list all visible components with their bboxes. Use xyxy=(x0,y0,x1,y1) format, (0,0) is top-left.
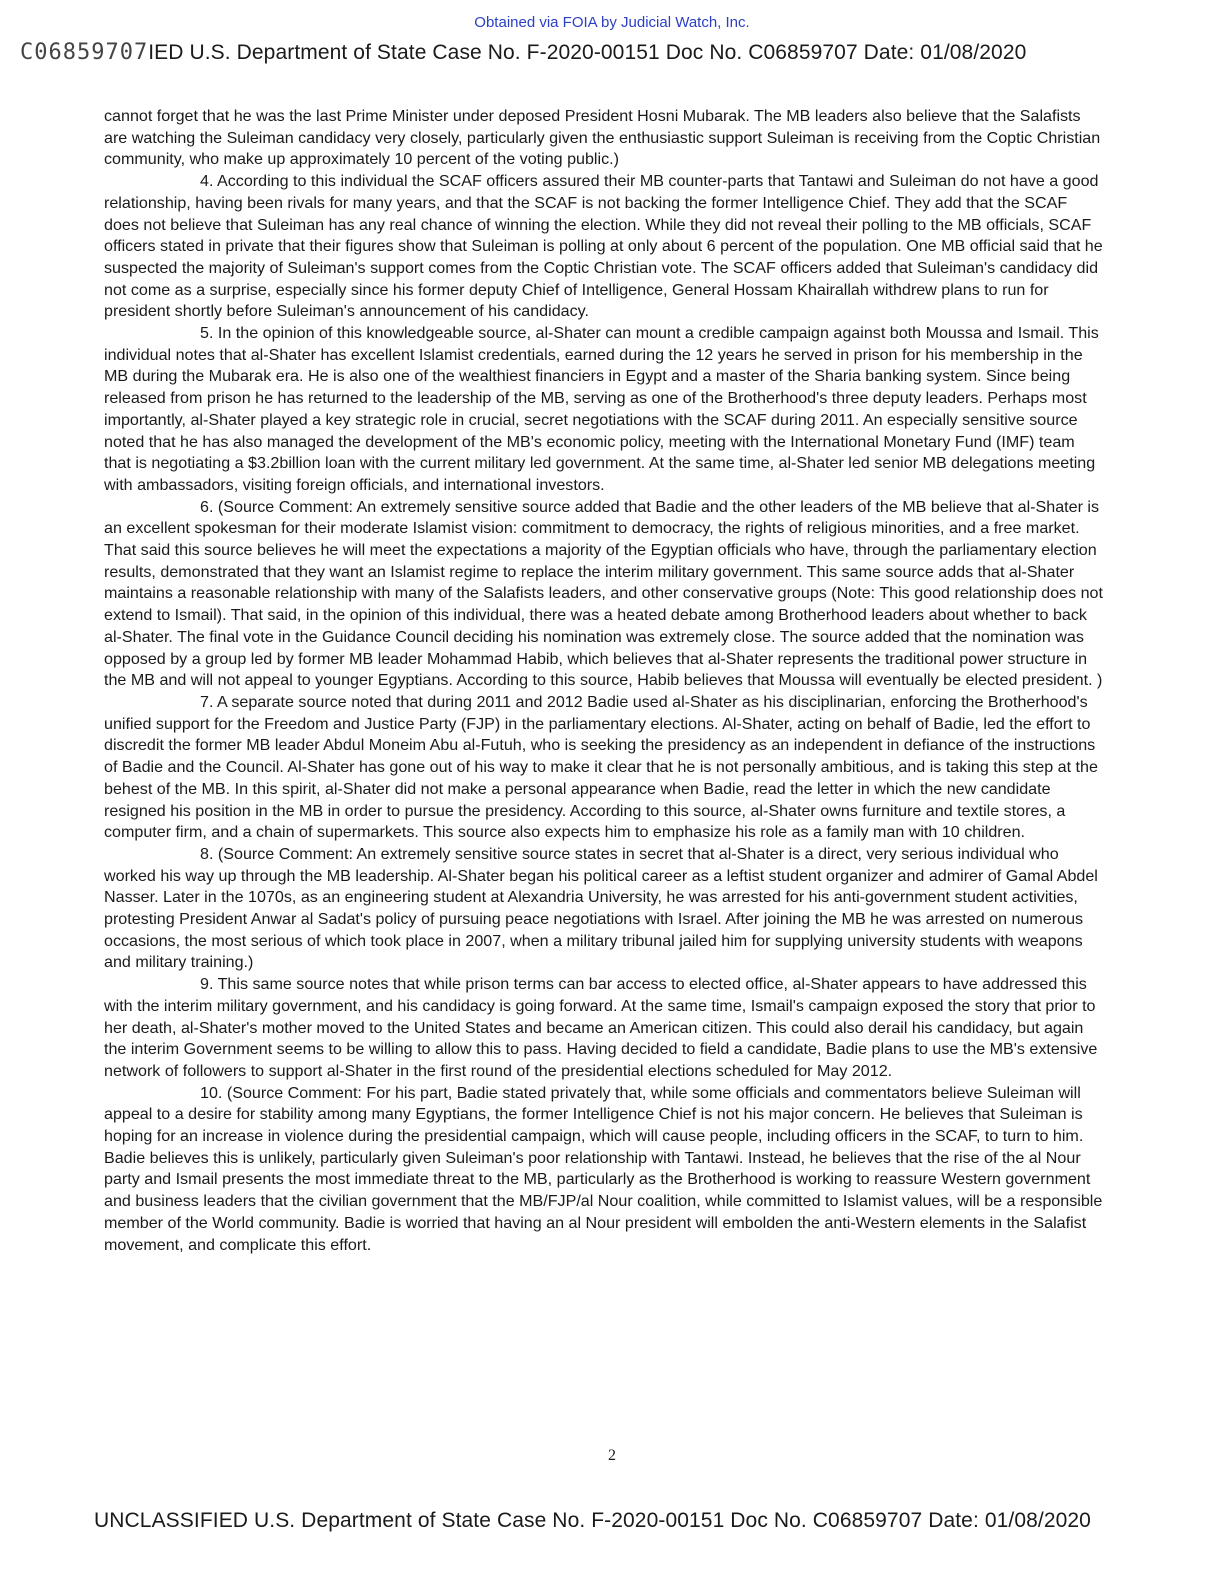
paragraph-7: 7. A separate source noted that during 2011 and 2012 Badie used al-Shater as his disciplinarian, enforcing the Brotherhood's unified support for the Freedom and Justice Party (FJP) in the parliamentary elections. Al-Shater, acting on behalf of Badie, led the effort to discredit the former MB leader Abdul Moneim Abu al-Futuh, who is seeking the presidency as an independent in defiance of the instructions of Badie and the Council. Al-Shater has gone out of his way to make it clear that he is not personally ambitious, and is taking this step at the behest of the MB. In this spirit, al-Shater did not make a personal appearance when Badie, read the letter in which the new candidate resigned his position in the MB in order to pursue the presidency. According to this source, al-Shater owns furniture and textile stores, a computer firm, and a chain of supermarkets. This source also expects him to emphasize his role as a family man with 10 children. xyxy=(104,692,1098,842)
paragraph-10: 10. (Source Comment: For his part, Badie stated privately that, while some officials and commentators believe Suleiman will appeal to a desire for stability among many Egyptians, the former Intelligence Chief is not his major concern. He believes that Suleiman is hoping for an increase in violence during the presidential campaign, which will cause people, including officers in the SCAF, to turn to him. Badie believes this is unlikely, particularly given Suleiman's poor relationship with Tantawi. Instead, he believes that the rise of the al Nour party and Ismail presents the most immediate threat to the MB, particularly as the Brotherhood is working to reassure Western government and business leaders that the civilian government that the MB/FJP/al Nour coalition, while committed to Islamist values, will be a responsible member of the World community. Badie is worried that having an al Nour president will embolden the anti-Western elements in the Salafist movement, and complicate this effort. xyxy=(104,1083,1103,1254)
foia-watermark: Obtained via FOIA by Judicial Watch, Inc. xyxy=(474,14,750,31)
page-header xyxy=(20,40,1026,65)
paragraph-5: 5. In the opinion of this knowledgeable source, al-Shater can mount a credible campaign against both Moussa and Ismail. This individual notes that al-Shater has excellent Islamist credentials, earned during the 12 years he served in prison for his membership in the MB during the Mubarak era. He is also one of the wealthiest financiers in Egypt and a master of the Sharia banking system. Since being released from prison he has returned to the leadership of the MB, serving as one of the Brotherhood's three deputy leaders. Perhaps most importantly, al-Shater played a key strategic role in crucial, secret negotiations with the SCAF during 2011. An especially sensitive source noted that he has also managed the development of the MB's economic policy, meeting with the International Monetary Fund (IMF) team that is negotiating a $3.2billion loan with the current military led government. At the same time, al-Shater led senior MB delegations meeting with ambassadors, visiting foreign officials, and international investors. xyxy=(104,324,1099,494)
paragraph-6: 6. (Source Comment: An extremely sensitive source added that Badie and the other leaders of the MB believe that al-Shater is an excellent spokesman for their moderate Islamist vision: commitment to democracy, the rights of religious minorities, and a free market. That said this source believes he will meet the expectations a majority of the Egyptian officials who have, through the parliamentary election results, demonstrated that they want an Islamist regime to replace the interim military government. This same source adds that al-Shater maintains a reasonable relationship with many of the Salafists leaders, and other conservative groups (Note: This good relationship does not extend to Ismail). That said, in the opinion of this individual, there was a heated debate among Brotherhood leaders about whether to back al-Shater. The final vote in the Guidance Council deciding his nomination was extremely close. The source added that the nomination was opposed by a group led by former MB leader Mohammad Habib, which believes that al-Shater represents the traditional power structure in the MB and will not appeal to younger Egyptians. According to this source, Habib believes that Moussa will eventually be elected president. ) xyxy=(104,497,1103,690)
header-text: IED U.S. Department of State Case No. F-2020-00151 Doc No. C06859707 Date: 01/08/2020 xyxy=(148,41,1027,64)
paragraph-continuation: cannot forget that he was the last Prime Minister under deposed President Hosni Mubarak. The MB leaders also believe that the Salafists are watching the Suleiman candidacy very closely, particularly given the enthusiastic support Suleiman is receiving from the Coptic Christian community, who make up approximately 10 percent of the voting public.) xyxy=(104,107,1101,169)
paragraph-4: 4. According to this individual the SCAF officers assured their MB counter-parts that Tantawi and Suleiman do not have a good relationship, having been rivals for many years, and that the SCAF is not backing the former Intelligence Chief. They add that the SCAF does not believe that Suleiman has any real chance of winning the election. While they did not reveal their polling to the MB officials, SCAF officers stated in private that their figures show that Suleiman is polling at only about 6 percent of the population. One MB official said that he suspected the majority of Suleiman's support comes from the Coptic Christian vote. The SCAF officers added that Suleiman's candidacy did not come as a surprise, especially since his former deputy Chief of Intelligence, General Hossam Khairallah withdrew plans to run for president shortly before Suleiman's announcement of his candidacy. xyxy=(104,172,1103,321)
document-body xyxy=(104,106,1104,1256)
page-number: 2 xyxy=(608,1447,616,1464)
page-footer: UNCLASSIFIED U.S. Department of State Case No. F-2020-00151 Doc No. C06859707 Date: 01/08/2020 xyxy=(94,1509,1091,1532)
paragraph-8: 8. (Source Comment: An extremely sensitive source states in secret that al-Shater is a direct, very serious individual who worked his way up through the MB leadership. Al-Shater began his political career as a leftist student organizer and admirer of Gamal Abdel Nasser. Later in the 1070s, as an engineering student at Alexandria University, he was arrested for his anti-government student activities, protesting President Anwar al Sadat's policy of pursuing peace negotiations with Israel. After joining the MB he was arrested on numerous occasions, the most serious of which took place in 2007, when a military tribunal jailed him for supplying university students with weapons and military training.) xyxy=(104,844,1098,972)
header-doc-prefix: C06859707 xyxy=(20,40,149,65)
paragraph-9: 9. This same source notes that while prison terms can bar access to elected office, al-Shater appears to have addressed this with the interim military government, and his candidacy is going forward. At the same time, Ismail's campaign exposed the story that prior to her death, al-Shater's mother moved to the United States and became an American citizen. This could also derail his candidacy, but again the interim Government seems to be willing to allow this to pass. Having decided to field a candidate, Badie plans to use the MB's extensive network of followers to support al-Shater in the first round of the presidential elections scheduled for May 2012. xyxy=(104,975,1098,1080)
